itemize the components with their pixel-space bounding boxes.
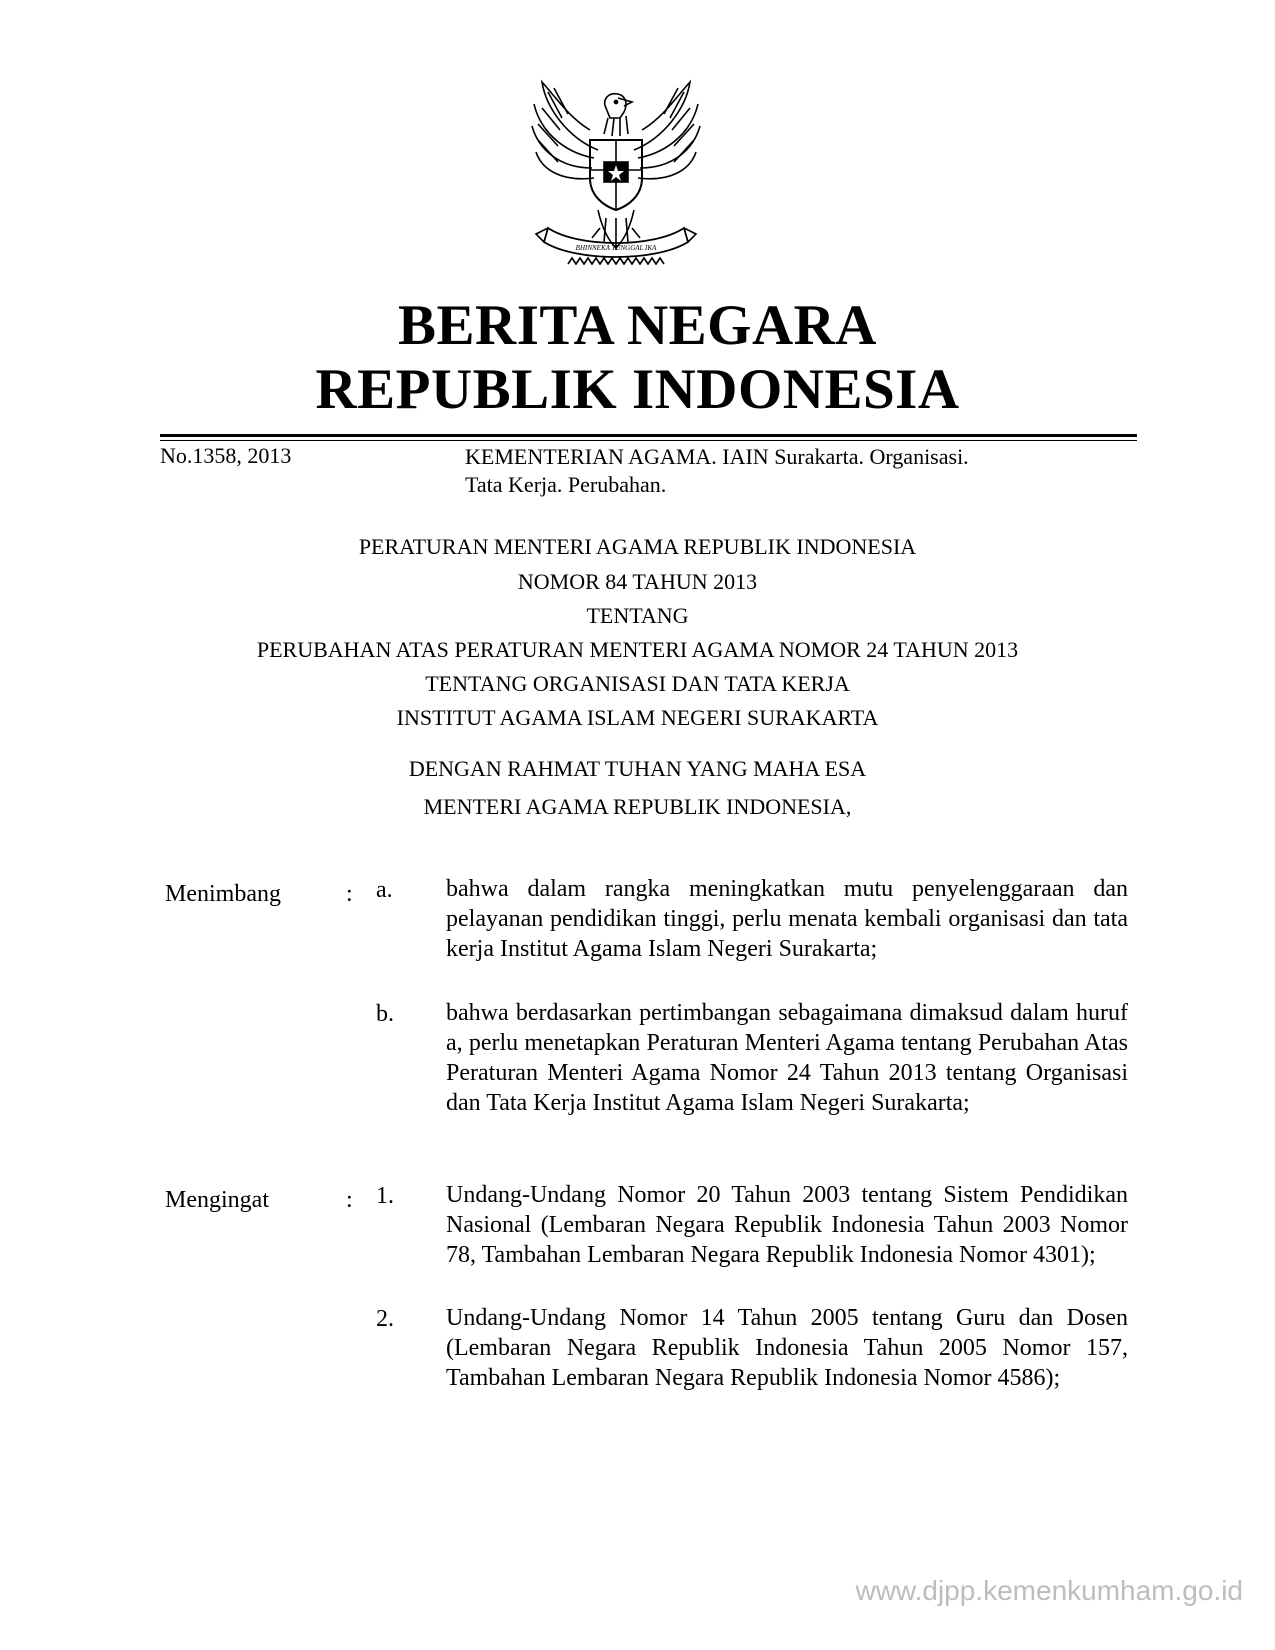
source-watermark: www.djpp.kemenkumham.go.id: [855, 1575, 1243, 1606]
title-line-3: TENTANG: [586, 603, 689, 628]
mengingat-item-1: Undang-Undang Nomor 20 Tahun 2003 tentang Sistem Pendidikan Nasional (Lembaran Negara Republik Indonesia Tahun 2003 Nomor 78, Tambahan Lembaran Negara Republik Indonesia Nomor 4301);: [446, 1182, 1128, 1268]
masthead-line-2: REPUBLIK INDONESIA: [315, 358, 960, 421]
preamble-line-1: DENGAN RAHMAT TUHAN YANG MAHA ESA: [408, 756, 867, 781]
menimbang-colon: :: [346, 881, 353, 907]
title-line-5: TENTANG ORGANISASI DAN TATA KERJA: [425, 671, 850, 696]
menimbang-marker-b: b.: [376, 1001, 394, 1027]
mengingat-label: Mengingat: [165, 1187, 269, 1213]
menimbang-marker-a: a.: [376, 877, 393, 903]
masthead-line-1: BERITA NEGARA: [398, 294, 877, 357]
gazette-subject-line-1: KEMENTERIAN AGAMA. IAIN Surakarta. Organisasi.: [465, 444, 969, 469]
preamble-line-2: MENTERI AGAMA REPUBLIK INDONESIA,: [423, 794, 852, 819]
mengingat-colon: :: [346, 1187, 353, 1213]
title-line-1: PERATURAN MENTERI AGAMA REPUBLIK INDONESIA: [358, 534, 917, 559]
gazette-number: No.1358, 2013: [160, 443, 292, 468]
mengingat-item-2: Undang-Undang Nomor 14 Tahun 2005 tentang Guru dan Dosen (Lembaran Negara Republik Indonesia Tahun 2005 Nomor 157, Tambahan Lembaran Negara Republik Indonesia Nomor 4586);: [446, 1305, 1128, 1391]
mengingat-marker-2: 2.: [376, 1306, 394, 1332]
mengingat-marker-1: 1.: [376, 1183, 394, 1209]
title-line-6: INSTITUT AGAMA ISLAM NEGERI SURAKARTA: [396, 705, 879, 730]
menimbang-item-b: bahwa berdasarkan pertimbangan sebagaimana dimaksud dalam huruf a, perlu menetapkan Peraturan Menteri Agama tentang Perubahan Atas Peraturan Menteri Agama Nomor 24 Tahun 2013 tentang Organisasi dan Tata Kerja Institut Agama Islam Negeri Surakarta;: [446, 1000, 1128, 1116]
title-line-4: PERUBAHAN ATAS PERATURAN MENTERI AGAMA NOMOR 24 TAHUN 2013: [256, 637, 1019, 662]
garuda-emblem-icon: [528, 78, 704, 274]
menimbang-item-a: bahwa dalam rangka meningkatkan mutu penyelenggaraan dan pelayanan pendidikan tinggi, perlu menata kembali organisasi dan tata kerja Institut Agama Islam Negeri Surakarta;: [446, 876, 1128, 962]
gazette-subject: [465, 443, 1145, 499]
header-rule-thin: [160, 440, 1137, 441]
gazette-subject-line-2: Tata Kerja. Perubahan.: [465, 472, 667, 497]
header-rule-thick: [160, 434, 1137, 437]
svg-text:BHINNEKA TUNGGAL IKA: BHINNEKA TUNGGAL IKA: [575, 244, 657, 252]
title-line-2: NOMOR 84 TAHUN 2013: [517, 569, 758, 594]
menimbang-label: Menimbang: [165, 881, 281, 907]
